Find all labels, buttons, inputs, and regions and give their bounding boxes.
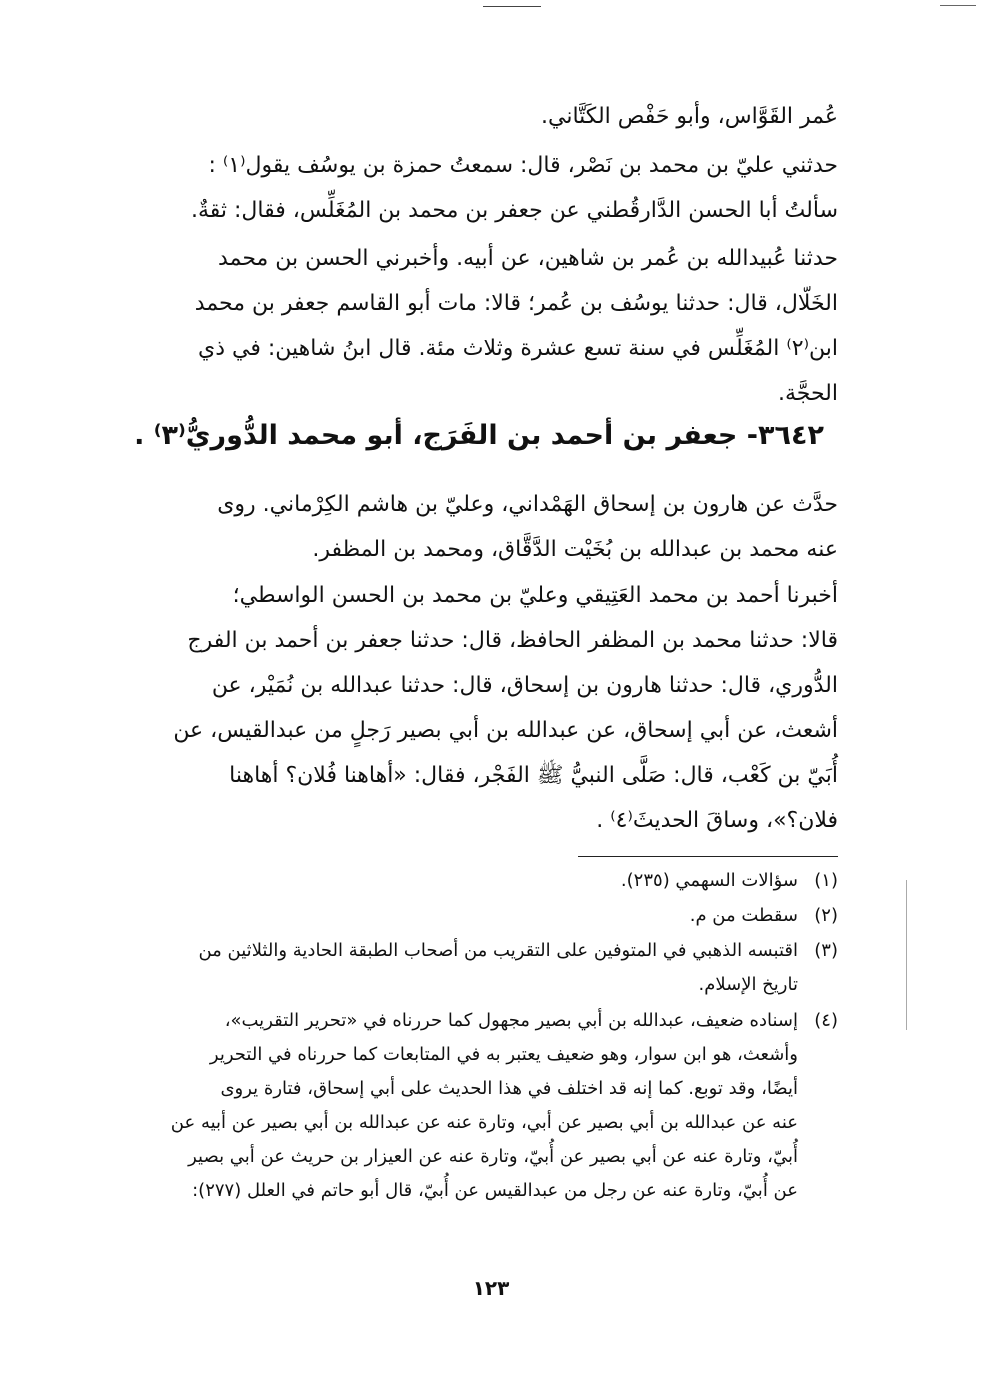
paragraph-hadith xyxy=(120,585,838,845)
text-line: عنه محمد بن عبدالله بن بُخَيْت الدَّقَّاق، ومحمد بن المظفر. xyxy=(312,537,838,562)
footnote-separator xyxy=(578,856,838,857)
entry-heading: ٣٦٤٢- جعفر بن أحمد بن الفَرَج، أبو محمد الدُّوريُّ⁽٣⁾ . xyxy=(134,420,824,451)
text-line: الخَلّال، قال: حدثنا يوسُف بن عُمر؛ قالا: مات أبو القاسم جعفر بن محمد xyxy=(194,291,838,316)
footnote-number: (١) xyxy=(814,870,838,891)
text-line: أشعث، عن أبي إسحاق، عن عبدالله بن أبي بصير رَجلٍ من عبدالقيس، عن xyxy=(173,718,838,743)
footnote-line: سقطت من م. xyxy=(689,905,798,926)
text-line: سألتُ أبا الحسن الدَّارقُطني عن جعفر بن محمد بن المُغَلِّس، فقال: ثقةٌ. xyxy=(190,198,838,223)
footnote-number: (٢) xyxy=(814,905,838,926)
scan-edge-mark xyxy=(906,880,907,1030)
text-line: قالا: حدثنا محمد بن المظفر الحافظ، قال: حدثنا جعفر بن أحمد بن الفرج xyxy=(187,628,838,653)
footnote-line: أُبيّ، وتارة عنه عن أبي بصير عن أُبيّ، وتارة عنه عن العيزار بن حريث عن أبي بصير xyxy=(188,1146,798,1167)
footnote-4 xyxy=(120,1010,838,1220)
top-decorative-rule xyxy=(483,6,541,7)
footnote-3 xyxy=(120,940,838,1000)
footnote-line: عنه عن عبدالله بن أبي بصير عن أبي، وتارة عنه عن عبدالله بن أبي بصير عن أبيه عن xyxy=(170,1112,798,1133)
top-corner-mark xyxy=(940,5,976,6)
page-number: ١٢٣ xyxy=(472,1276,510,1300)
footnote-number: (٤) xyxy=(814,1010,838,1031)
footnote-line: تاريخ الإسلام. xyxy=(698,974,798,995)
footnote-2 xyxy=(120,905,838,929)
footnote-line: أيضًا، وقد توبع. كما إنه قد اختلف في هذا الحديث على أبي إسحاق، فتارة يروى xyxy=(220,1078,798,1099)
footnote-line: إسناده ضعيف، عبدالله بن أبي بصير مجهول كما حررناه في «تحرير التقريب»، xyxy=(224,1010,798,1031)
text-line: أخبرنا أحمد بن محمد العَتِيقي وعليّ بن محمد بن الحسن الواسطي؛ xyxy=(232,583,838,608)
text-line: حدثنا عُبيدالله بن عُمر بن شاهين، عن أبيه. وأخبرني الحسن بن محمد xyxy=(218,246,838,271)
paragraph-hamza xyxy=(120,155,838,235)
text-line: عُمر القَوَّاس، وأبو حَفْص الكَتَّاني. xyxy=(541,104,838,129)
footnote-line: عن أُبيّ، وتارة عنه عن رجل من عبدالقيس عن أُبيّ، قال أبو حاتم في العلل (٢٧٧): xyxy=(192,1180,798,1201)
footnote-line: اقتبسه الذهبي في المتوفين على التقريب من أصحاب الطبقة الحادية والثلاثين من xyxy=(198,940,798,961)
text-line: الحجَّة. xyxy=(777,381,838,406)
paragraph-death-date xyxy=(120,248,838,408)
footnote-line: سؤالات السهمي (٢٣٥). xyxy=(620,870,798,891)
text-line: أُبَيّ بن كَعْب، قال: صَلَّى النبيُّ ﷺ الفَجْر، فقال: «أهاهنا فُلان؟ أهاهنا xyxy=(229,763,838,788)
text-line: حدثني عليّ بن محمد بن نَصْر، قال: سمعتُ حمزة بن يوسُف يقول⁽١⁾ : xyxy=(208,153,838,178)
footnote-number: (٣) xyxy=(814,940,838,961)
footnote-line: وأشعث، هو ابن سوار، وهو ضعيف يعتبر به في المتابعات كما حررناه في التحرير xyxy=(209,1044,798,1065)
text-line: حدَّث عن هارون بن إسحاق الهَمْداني، وعليّ بن هاشم الكِرْماني. روى xyxy=(217,492,838,517)
paragraph-narrators xyxy=(120,494,838,574)
paragraph-continuation xyxy=(120,106,838,136)
text-line: ابن⁽٢⁾ المُغَلِّس في سنة تسع عشرة وثلاث مئة. قال ابنُ شاهين: في ذي xyxy=(197,336,838,361)
text-line: فلان؟»، وساقَ الحديثَ⁽٤⁾ . xyxy=(596,808,838,833)
text-line: الدُّوري، قال: حدثنا هارون بن إسحاق، قال: حدثنا عبدالله بن نُمَيْر، عن xyxy=(211,673,838,698)
footnote-1 xyxy=(120,870,838,894)
